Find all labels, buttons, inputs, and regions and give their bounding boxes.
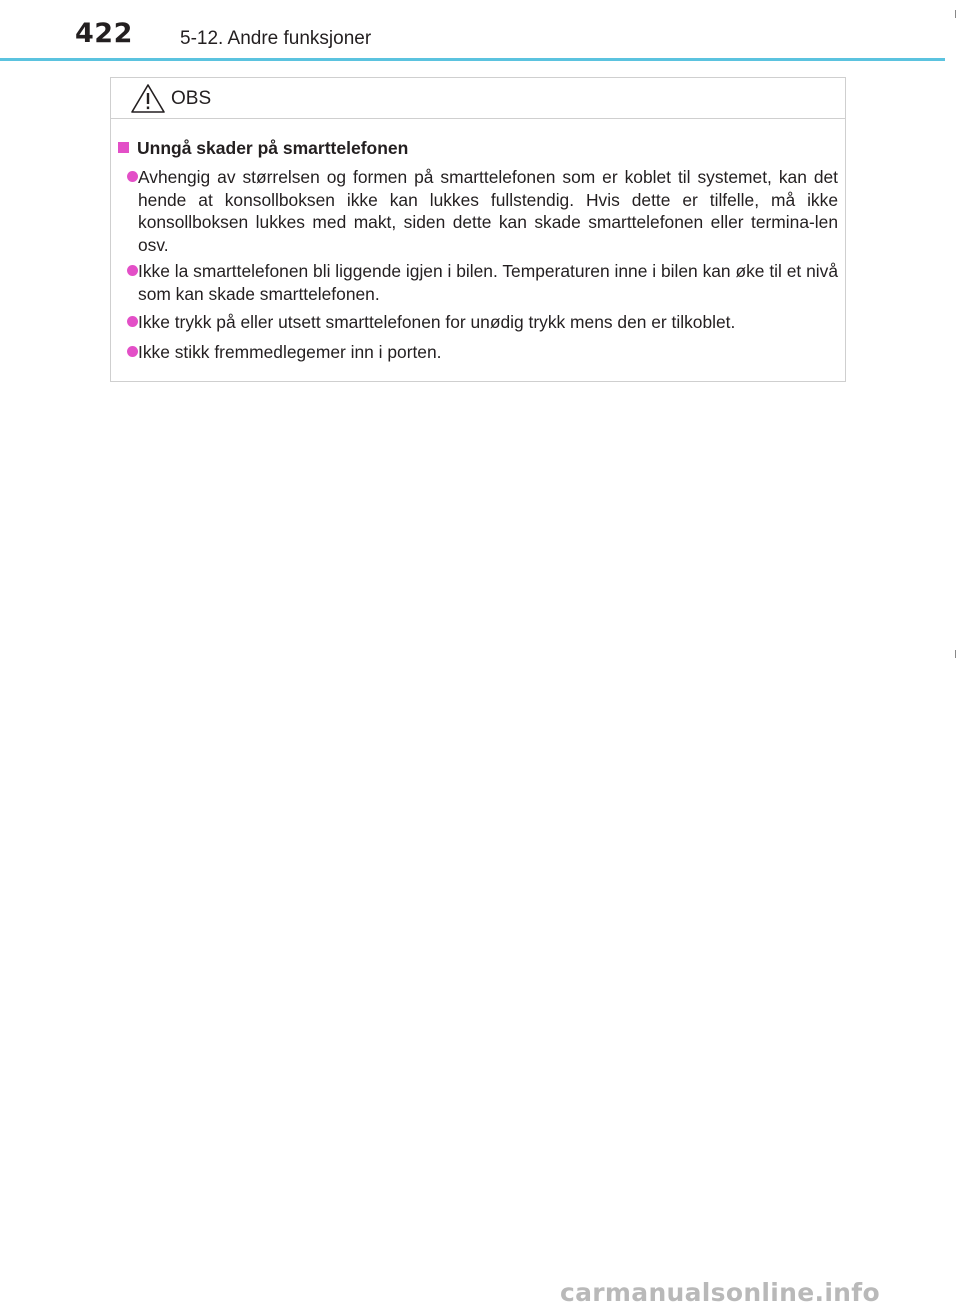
list-item-text: Ikke la smarttelefonen bli liggende igjen i bilen. Temperaturen inne i bilen kan øke til et nivå som kan skade smarttelefonen. (138, 261, 838, 304)
list-item-text: Ikke stikk fremmedlegemer inn i porten. (138, 342, 442, 362)
warning-triangle-icon (130, 83, 166, 114)
bullet-dot-icon (127, 346, 138, 357)
list-item (138, 166, 838, 256)
crop-mark (955, 10, 956, 18)
watermark: carmanualsonline.info (560, 1278, 880, 1307)
notice-header (111, 78, 845, 119)
list-item (138, 260, 838, 305)
page-number: 422 (75, 18, 133, 49)
bullet-dot-icon (127, 316, 138, 327)
bullet-dot-icon (127, 171, 138, 182)
list-item-text: Avhengig av størrelsen og formen på smarttelefonen som er koblet til systemet, kan det hende at konsollboksen ikke kan lukkes fullstendig. Hvis dette er tilfelle, må ikke konsollboksen lukkes med makt, siden dette kan skade smarttelefonen eller termina-len osv. (138, 167, 838, 255)
notice-subheading-text: Unngå skader på smarttelefonen (137, 138, 409, 158)
list-item (138, 311, 838, 334)
notice-label: OBS (171, 88, 212, 109)
crop-mark (955, 650, 956, 658)
square-bullet-icon (118, 142, 129, 153)
section-title: 5-12. Andre funksjoner (180, 28, 372, 49)
header-rule (0, 58, 945, 61)
page-header (0, 0, 960, 62)
list-item (138, 341, 838, 364)
notice-box (110, 77, 846, 382)
bullet-dot-icon (127, 265, 138, 276)
notice-subheading (118, 138, 408, 159)
list-item-text: Ikke trykk på eller utsett smarttelefonen for unødig trykk mens den er tilkoblet. (138, 312, 736, 332)
